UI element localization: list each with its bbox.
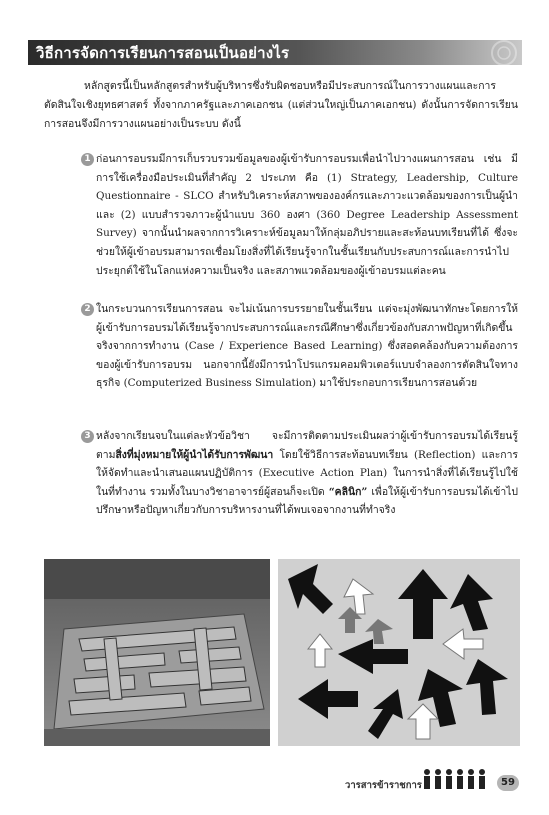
list-item	[84, 427, 518, 520]
page-number: 59	[497, 775, 519, 791]
list-item	[84, 300, 518, 393]
item-text-emphasis: สิ่งที่มุ่งหมายให้ผู้นำได้รับการพัฒนา	[115, 448, 274, 461]
maze-illustration-icon	[44, 559, 270, 746]
list-item	[84, 150, 518, 280]
people-silhouettes-icon	[421, 768, 507, 790]
item-text-part: หลังจากเรียนจบในแต่ละหัวข้อวิชา จะมีการติดตามประเมินผลว่าผู้เข้ารับการอบรมได้เรียนรู้ตาม	[96, 430, 518, 461]
arrows-illustration-icon	[278, 559, 520, 746]
section-title: วิธีการจัดการเรียนการสอนเป็นอย่างไร	[36, 44, 290, 62]
maze-photo	[44, 559, 270, 746]
header-decoration-icon	[459, 38, 519, 68]
item-text-part: เพื่อให้ผู้เข้ารับการอบรมได้เข้าไปปรึกษาหรือปัญหาเกี่ยวกับการบริหารงานที่ได้พบเจอจากงานที่ทำจริง	[96, 485, 518, 517]
item-number-badge: 2	[81, 303, 94, 316]
item-number-badge: 3	[81, 430, 94, 443]
item-text-emphasis: “คลินิก”	[328, 485, 368, 498]
publication-name: วารสารข้าราชการ	[345, 780, 422, 791]
intro-paragraph: หลักสูตรนี้เป็นหลักสูตรสำหรับผู้บริหารซึ่งรับผิดชอบหรือมีประสบการณ์ในการวางแผนและการตัดสินใจเชิงยุทธศาสตร์ ทั้งจากภาครัฐและภาคเอกชน (แต่ส่วนใหญ่เป็นภาคเอกชน) ดังนั้นการจัดการเรียนการสอนจึงมีการวางแผนอย่างเป็นระบบ ดังนี้	[44, 80, 518, 130]
item-text: ในกระบวนการเรียนการสอน จะไม่เน้นการบรรยายในชั้นเรียน แต่จะมุ่งพัฒนาทักษะโดยการให้ผู้เข้ารับการอบรมได้เรียนรู้จากประสบการณ์และกรณีศึกษาซึ่งเกี่ยวข้องกับสภาพปัญหาที่เกิดขึ้นจริงจากการทำงาน (Case / Experience Based Learning) ซึ่งสอดคล้องกับความต้องการของผู้เข้ารับการอบรม นอกจากนี้ยังมีการนำโปรแกรมคอมพิวเตอร์แบบจำลองการตัดสินใจทางธุรกิจ (Computerized Business Simulation) มาใช้ประกอบการเรียนการสอนด้วย	[96, 303, 518, 390]
arrows-pattern-photo	[278, 559, 520, 746]
item-text-part: โดยใช้วิธีการสะท้อนบทเรียน (Reflection) และการให้จัดทำและนำเสนอแผนปฏิบัติการ (Executive Action Plan) ในการนำสิ่งที่ได้เรียนรู้ไปใช้ในที่ทำงาน รวมทั้งในบางวิชาอาจารย์ผู้สอนก็จะเปิด	[96, 448, 518, 498]
item-text: ก่อนการอบรมมีการเก็บรวบรวมข้อมูลของผู้เข้ารับการอบรมเพื่อนำไปวางแผนการสอน เช่น มีการใช้เครื่องมือประเมินที่สำคัญ 2 ประเภท คือ (1) Strategy, Leadership, Culture Questionnaire - SLCO สำหรับวิเคราะห์สภาพขององค์กรและภาวะแวดล้อมของการเป็นผู้นำ และ (2) แบบสำรวจภาวะผู้นำแบบ 360 องศา (360 Degree Leadership Assessment Survey) จากนั้นนำผลจากการวิเคราะห์ข้อมูลมาให้กลุ่มอภิปรายและสะท้อนบทเรียนที่ได้ ซึ่งจะช่วยให้ผู้เข้าอบรมสามารถเชื่อมโยงสิ่งที่ได้เรียนรู้จากในชั้นเรียนกับประสบการณ์และการนำไปประยุกต์ใช้ในโลกแห่งความเป็นจริง และสภาพแวดล้อมของผู้เข้าอบรมแต่ละคน	[96, 153, 518, 277]
item-number-badge: 1	[81, 153, 94, 166]
